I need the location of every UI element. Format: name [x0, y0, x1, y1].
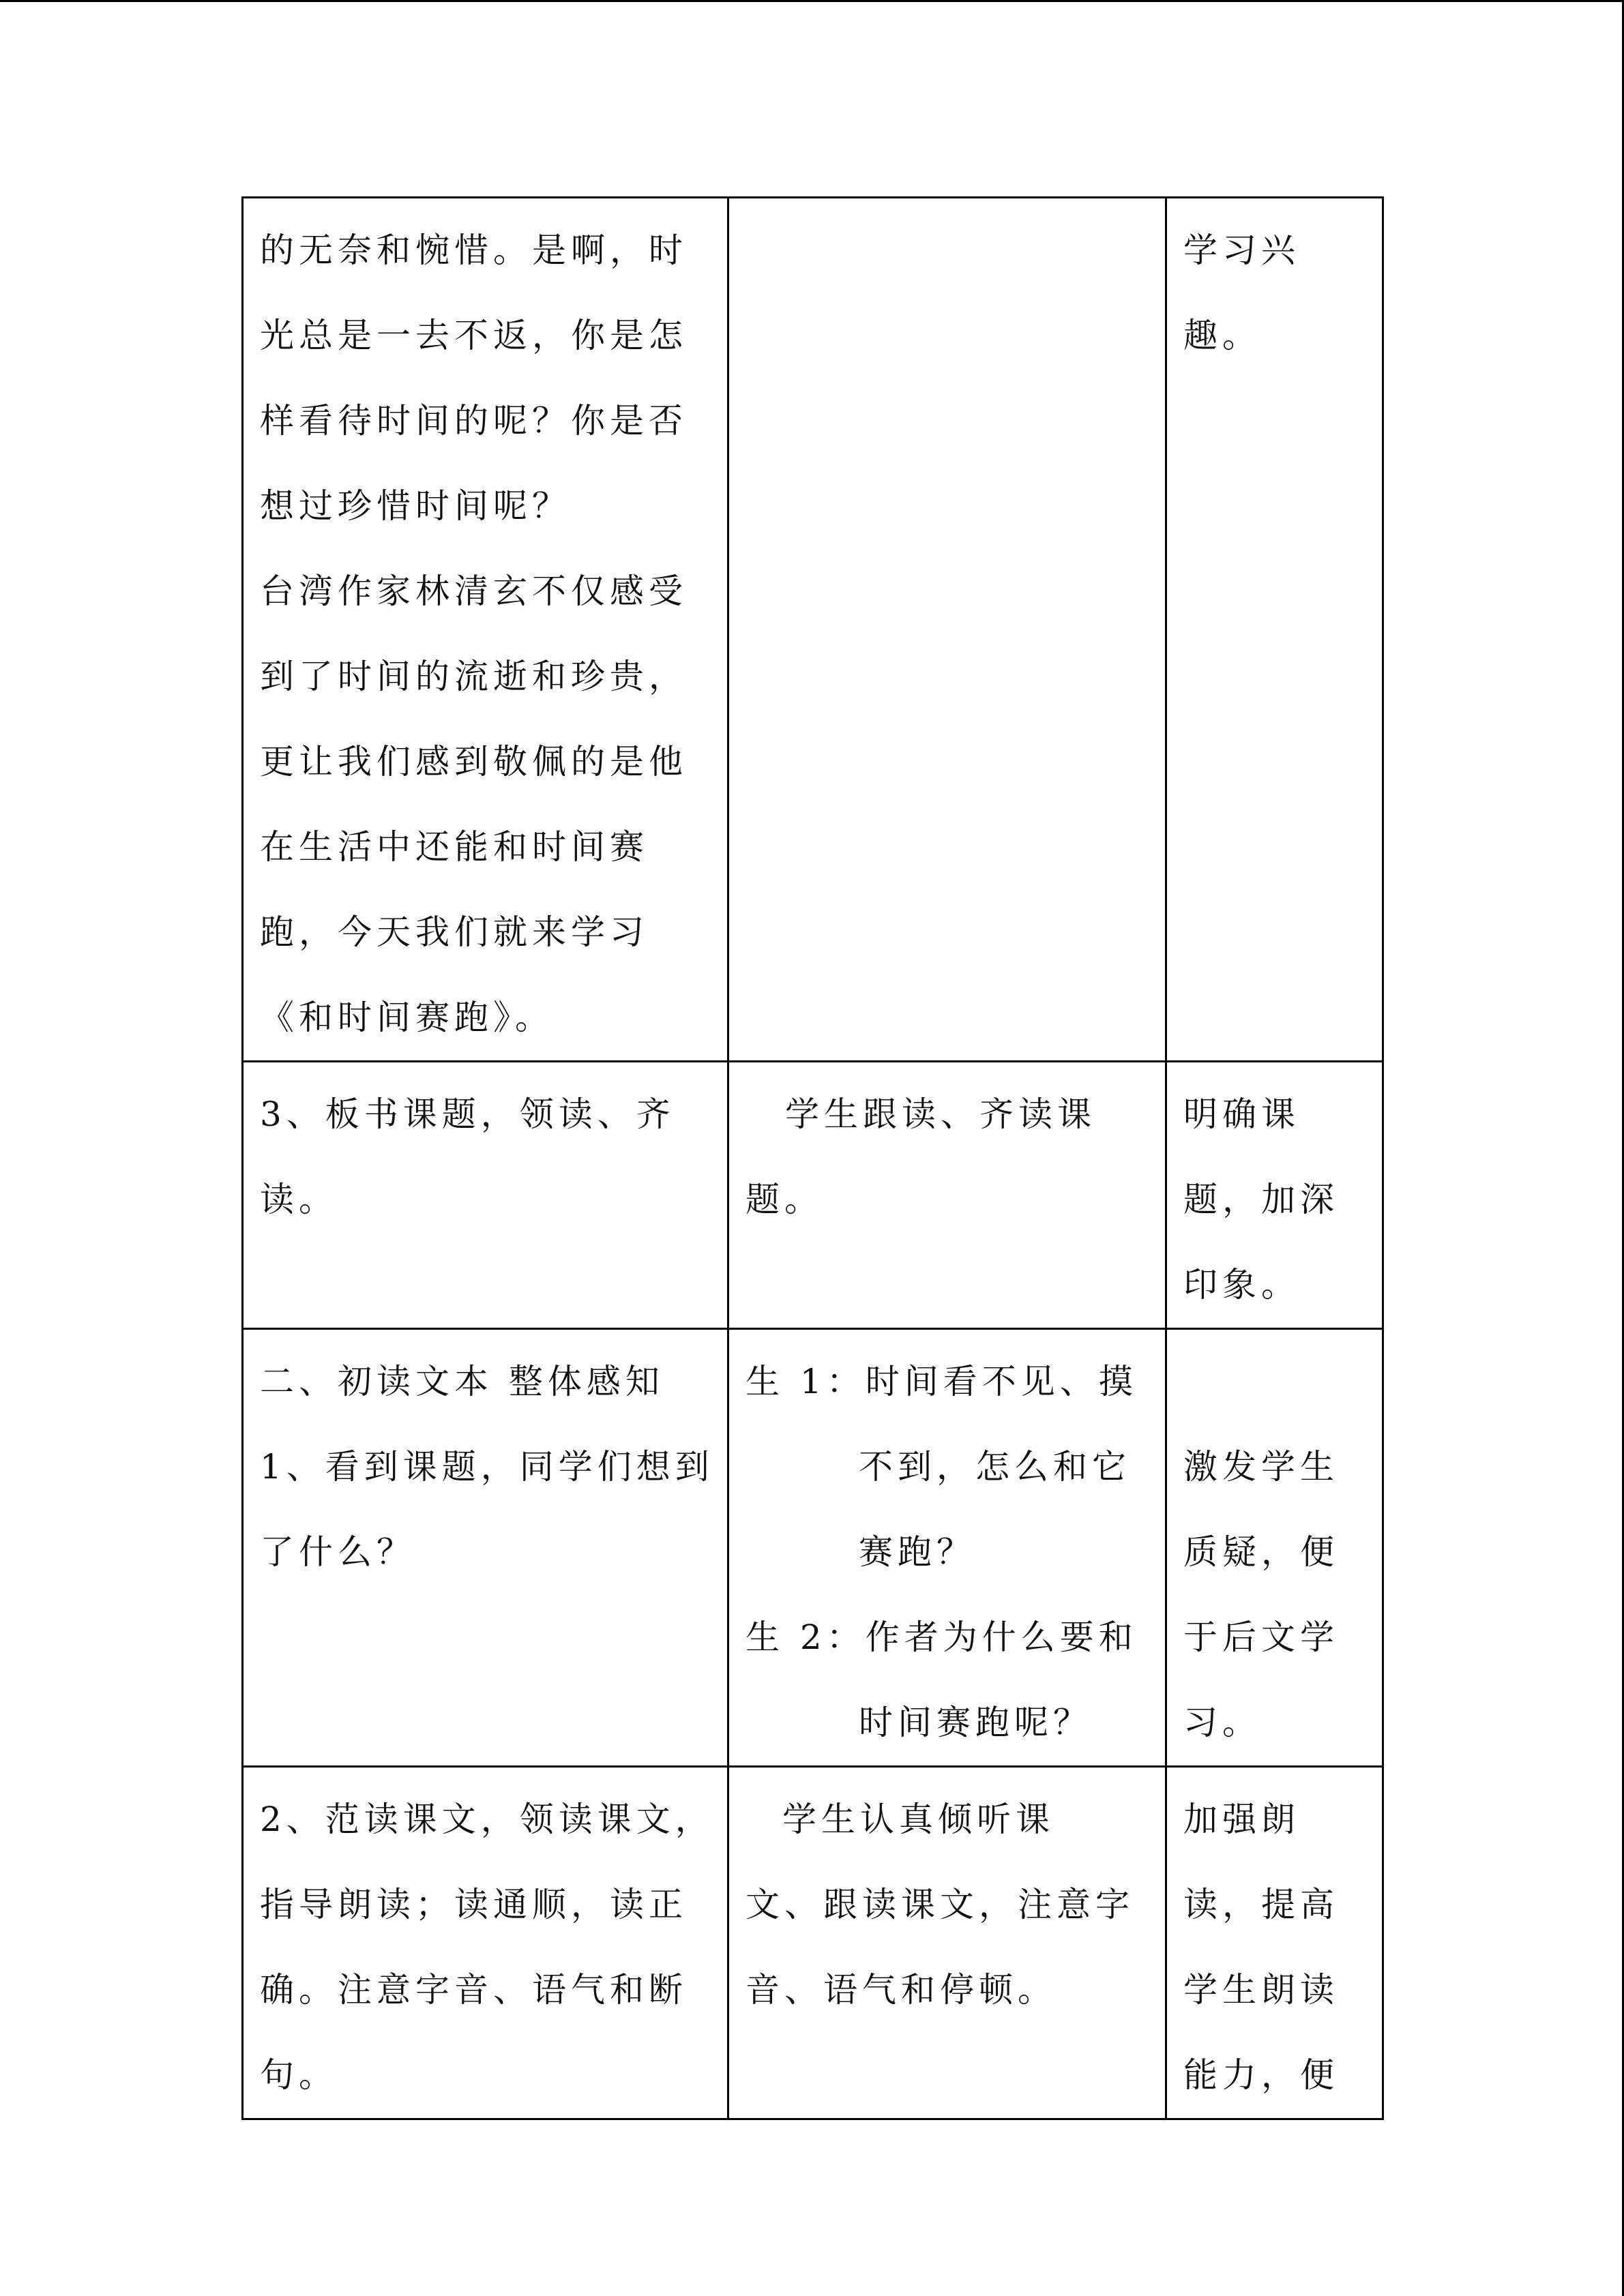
text-line: 生 2：作者为什么要和 [745, 1617, 1138, 1657]
text-line: 1、看到课题，同学们想到 [260, 1447, 714, 1487]
page-top-border [0, 0, 1624, 2]
text-line: 学习兴 [1183, 230, 1300, 270]
text-line: 跑，今天我们就来学习 [260, 912, 649, 952]
student-activity-cell [728, 1329, 1166, 1767]
design-intent-cell [1166, 1767, 1383, 2119]
text-line: 句。 [260, 2055, 338, 2095]
text-line: 《和时间赛跑》。 [260, 998, 554, 1037]
text-line: 指导朗读；读通顺，读正 [260, 1885, 688, 1924]
text-line: 样看待时间的呢？你是否 [260, 401, 688, 441]
design-intent-cell [1166, 1329, 1383, 1767]
text-line: 读，提高 [1183, 1885, 1339, 1924]
text-line: 想过珍惜时间呢？ [260, 486, 571, 526]
text-line: 加强朗 [1183, 1800, 1300, 1839]
section-heading: 二、初读文本 整体感知 [260, 1362, 664, 1401]
text-line: 光总是一去不返，你是怎 [260, 316, 688, 355]
text-line: 2、范读课文，领读课文， [260, 1800, 714, 1839]
teacher-activity-cell [243, 1062, 728, 1329]
text-line: 不到，怎么和它 [859, 1447, 1131, 1487]
text-line: 趣。 [1183, 316, 1261, 355]
teacher-activity-cell [243, 1329, 728, 1767]
lesson-plan-table [241, 196, 1384, 2120]
text-line: 的无奈和惋惜。是啊，时 [260, 230, 688, 270]
text-line: 学生跟读、齐读课 [785, 1094, 1096, 1134]
text-line: 在生活中还能和时间赛 [260, 827, 649, 867]
text-line: 更让我们感到敬佩的是他 [260, 742, 688, 781]
text-line: 确。注意字音、语气和断 [260, 1970, 688, 2010]
text-line: 文、跟读课文，注意字 [745, 1885, 1134, 1924]
text-line: 读。 [260, 1180, 338, 1219]
text-line [1183, 1339, 1365, 1425]
text-line: 明确课 [1183, 1094, 1300, 1134]
text-line: 题。 [745, 1180, 823, 1219]
table-row [243, 1329, 1383, 1767]
text-line: 学生朗读 [1183, 1970, 1339, 2010]
text-line: 音、语气和停顿。 [745, 1970, 1057, 2010]
text-line: 质疑，便 [1183, 1532, 1339, 1572]
design-intent-cell [1166, 1062, 1383, 1329]
text-line: 到了时间的流逝和珍贵， [260, 657, 688, 696]
text-line: 生 1：时间看不见、摸 [745, 1362, 1138, 1401]
text-line: 时间赛跑呢？ [859, 1703, 1092, 1742]
student-activity-cell [728, 1062, 1166, 1329]
student-activity-cell [728, 198, 1166, 1062]
text-line: 习。 [1183, 1703, 1261, 1742]
text-line: 学生认真倾听课 [782, 1800, 1054, 1839]
design-intent-cell [1166, 198, 1383, 1062]
text-line: 赛跑？ [859, 1532, 975, 1572]
text-line: 3、板书课题，领读、齐 [260, 1094, 675, 1134]
text-line: 台湾作家林清玄不仅感受 [260, 571, 688, 611]
table-row [243, 1062, 1383, 1329]
student-activity-cell [728, 1767, 1166, 2119]
table-row [243, 198, 1383, 1062]
teacher-activity-cell [243, 198, 728, 1062]
text-line: 能力，便 [1183, 2055, 1339, 2095]
text-line: 了什么？ [260, 1532, 415, 1572]
teacher-activity-cell [243, 1767, 728, 2119]
text-line: 印象。 [1183, 1265, 1300, 1304]
text-line: 题，加深 [1183, 1180, 1339, 1219]
text-line: 于后文学 [1183, 1617, 1339, 1657]
text-line: 激发学生 [1183, 1447, 1339, 1487]
table-row [243, 1767, 1383, 2119]
